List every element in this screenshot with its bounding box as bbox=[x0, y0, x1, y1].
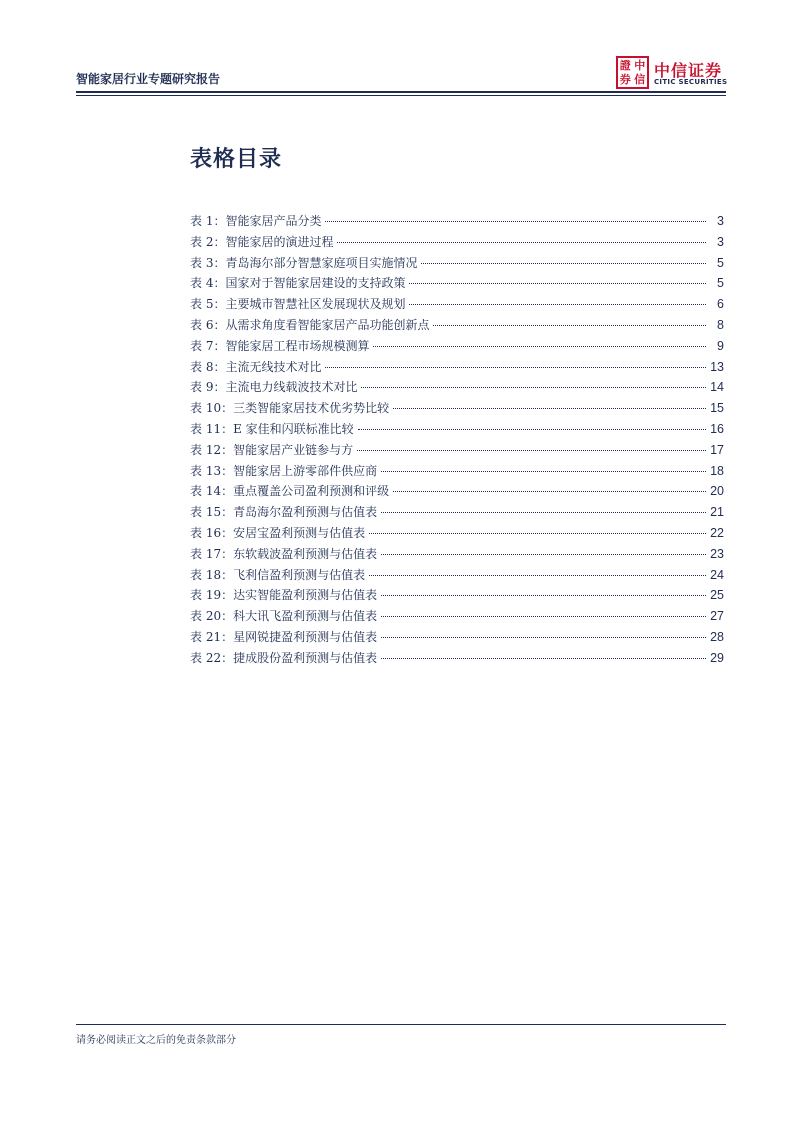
toc-entry[interactable] bbox=[190, 274, 724, 295]
toc-entry-page: 22 bbox=[710, 525, 724, 540]
toc-entry-label: 表 2：智能家居的演进过程 bbox=[190, 234, 334, 249]
toc-leader-dots bbox=[409, 304, 706, 305]
toc-leader-dots bbox=[381, 595, 706, 596]
toc-leader-dots bbox=[369, 575, 706, 576]
logo-seal-char: 中 bbox=[634, 58, 646, 72]
toc-leader-dots bbox=[393, 491, 706, 492]
toc-entry-page: 20 bbox=[710, 484, 724, 499]
toc-entry[interactable] bbox=[190, 358, 724, 379]
footer-divider bbox=[76, 1024, 726, 1025]
logo-seal-char: 證 bbox=[619, 58, 631, 72]
toc-entry[interactable] bbox=[190, 254, 724, 275]
toc-entry-page: 23 bbox=[710, 546, 724, 561]
logo-seal-char: 券 bbox=[619, 73, 631, 87]
toc-entry-label: 表 12：智能家居产业链参与方 bbox=[190, 442, 354, 457]
page-title: 表格目录 bbox=[190, 147, 283, 172]
header-divider-thin bbox=[76, 95, 726, 96]
toc-entry-label: 表 17：东软载波盈利预测与估值表 bbox=[190, 546, 378, 561]
logo-name-cn: 中信证券 bbox=[654, 61, 723, 80]
toc-entry-label: 表 21：星网锐捷盈利预测与估值表 bbox=[190, 629, 378, 644]
toc-leader-dots bbox=[373, 346, 706, 347]
toc-entry-page: 28 bbox=[710, 629, 724, 644]
toc-entry-page: 27 bbox=[710, 609, 724, 624]
report-header-title: 智能家居行业专题研究报告 bbox=[76, 72, 221, 86]
toc-entry[interactable] bbox=[190, 212, 724, 233]
toc-leader-dots bbox=[381, 616, 706, 617]
toc-entry[interactable] bbox=[190, 524, 724, 545]
toc-entry-page: 15 bbox=[710, 401, 724, 416]
table-of-contents bbox=[190, 212, 724, 670]
toc-entry-page: 24 bbox=[710, 567, 724, 582]
toc-entry[interactable] bbox=[190, 441, 724, 462]
toc-entry-label: 表 15：青岛海尔盈利预测与估值表 bbox=[190, 505, 378, 520]
toc-entry[interactable] bbox=[190, 462, 724, 483]
toc-entry[interactable] bbox=[190, 399, 724, 420]
toc-leader-dots bbox=[361, 387, 706, 388]
toc-leader-dots bbox=[381, 637, 706, 638]
toc-entry[interactable] bbox=[190, 337, 724, 358]
toc-entry-page: 6 bbox=[717, 297, 724, 312]
toc-entry-page: 5 bbox=[717, 255, 724, 270]
toc-leader-dots bbox=[325, 367, 706, 368]
toc-entry-label: 表 22：捷成股份盈利预测与估值表 bbox=[190, 650, 378, 665]
logo-name-en: CITIC SECURITIES bbox=[654, 78, 728, 86]
toc-entry-label: 表 18：飞利信盈利预测与估值表 bbox=[190, 567, 366, 582]
logo-seal-char: 信 bbox=[634, 73, 646, 87]
toc-entry[interactable] bbox=[190, 586, 724, 607]
toc-entry-page: 3 bbox=[717, 234, 724, 249]
toc-leader-dots bbox=[381, 554, 706, 555]
toc-entry-page: 29 bbox=[710, 650, 724, 665]
toc-entry[interactable] bbox=[190, 378, 724, 399]
toc-entry[interactable] bbox=[190, 233, 724, 254]
toc-entry[interactable] bbox=[190, 316, 724, 337]
toc-entry[interactable] bbox=[190, 420, 724, 441]
toc-entry-page: 17 bbox=[710, 442, 724, 457]
toc-entry[interactable] bbox=[190, 295, 724, 316]
toc-entry-page: 9 bbox=[717, 338, 724, 353]
toc-leader-dots bbox=[421, 263, 706, 264]
toc-entry[interactable] bbox=[190, 607, 724, 628]
toc-leader-dots bbox=[393, 408, 706, 409]
toc-entry-label: 表 11：E 家佳和闪联标准比较 bbox=[190, 421, 354, 436]
toc-leader-dots bbox=[433, 325, 706, 326]
toc-entry-label: 表 6：从需求角度看智能家居产品功能创新点 bbox=[190, 317, 430, 332]
toc-entry-page: 14 bbox=[710, 380, 724, 395]
toc-leader-dots bbox=[325, 221, 706, 222]
toc-entry[interactable] bbox=[190, 545, 724, 566]
toc-entry-label: 表 1：智能家居产品分类 bbox=[190, 214, 322, 228]
toc-entry-label: 表 20：科大讯飞盈利预测与估值表 bbox=[190, 609, 378, 624]
toc-leader-dots bbox=[369, 533, 706, 534]
toc-entry-page: 25 bbox=[710, 588, 724, 603]
toc-entry-label: 表 14：重点覆盖公司盈利预测和评级 bbox=[190, 484, 390, 499]
toc-entry[interactable] bbox=[190, 566, 724, 587]
toc-entry[interactable] bbox=[190, 503, 724, 524]
toc-entry-label: 表 4：国家对于智能家居建设的支持政策 bbox=[190, 276, 406, 291]
toc-leader-dots bbox=[381, 512, 706, 513]
toc-entry-label: 表 10：三类智能家居技术优劣势比较 bbox=[190, 401, 390, 416]
toc-entry[interactable] bbox=[190, 482, 724, 503]
citic-securities-logo bbox=[616, 56, 728, 90]
toc-entry[interactable] bbox=[190, 628, 724, 649]
toc-leader-dots bbox=[381, 658, 706, 659]
toc-entry-page: 8 bbox=[717, 317, 724, 332]
toc-entry-page: 21 bbox=[710, 505, 724, 520]
toc-entry-page: 18 bbox=[710, 463, 724, 478]
toc-entry-label: 表 16：安居宝盈利预测与估值表 bbox=[190, 525, 366, 540]
header-divider bbox=[76, 91, 726, 93]
toc-entry-label: 表 19：达实智能盈利预测与估值表 bbox=[190, 588, 378, 603]
logo-seal-icon bbox=[616, 56, 649, 89]
toc-entry[interactable] bbox=[190, 649, 724, 670]
toc-entry-page: 13 bbox=[710, 359, 724, 374]
toc-entry-page: 16 bbox=[710, 421, 724, 436]
toc-entry-label: 表 5：主要城市智慧社区发展现状及规划 bbox=[190, 297, 406, 312]
toc-entry-label: 表 9：主流电力线载波技术对比 bbox=[190, 380, 358, 395]
toc-leader-dots bbox=[358, 429, 706, 430]
toc-leader-dots bbox=[409, 283, 706, 284]
toc-entry-label: 表 7：智能家居工程市场规模测算 bbox=[190, 338, 370, 353]
footer-disclaimer: 请务必阅读正文之后的免责条款部分 bbox=[76, 1035, 236, 1046]
toc-leader-dots bbox=[381, 471, 706, 472]
toc-entry-page: 5 bbox=[717, 276, 724, 291]
toc-entry-label: 表 13：智能家居上游零部件供应商 bbox=[190, 463, 378, 478]
toc-leader-dots bbox=[357, 450, 706, 451]
toc-leader-dots bbox=[337, 242, 706, 243]
toc-entry-page: 3 bbox=[717, 214, 724, 228]
toc-entry-label: 表 8：主流无线技术对比 bbox=[190, 359, 322, 374]
toc-entry-label: 表 3：青岛海尔部分智慧家庭项目实施情况 bbox=[190, 255, 418, 270]
